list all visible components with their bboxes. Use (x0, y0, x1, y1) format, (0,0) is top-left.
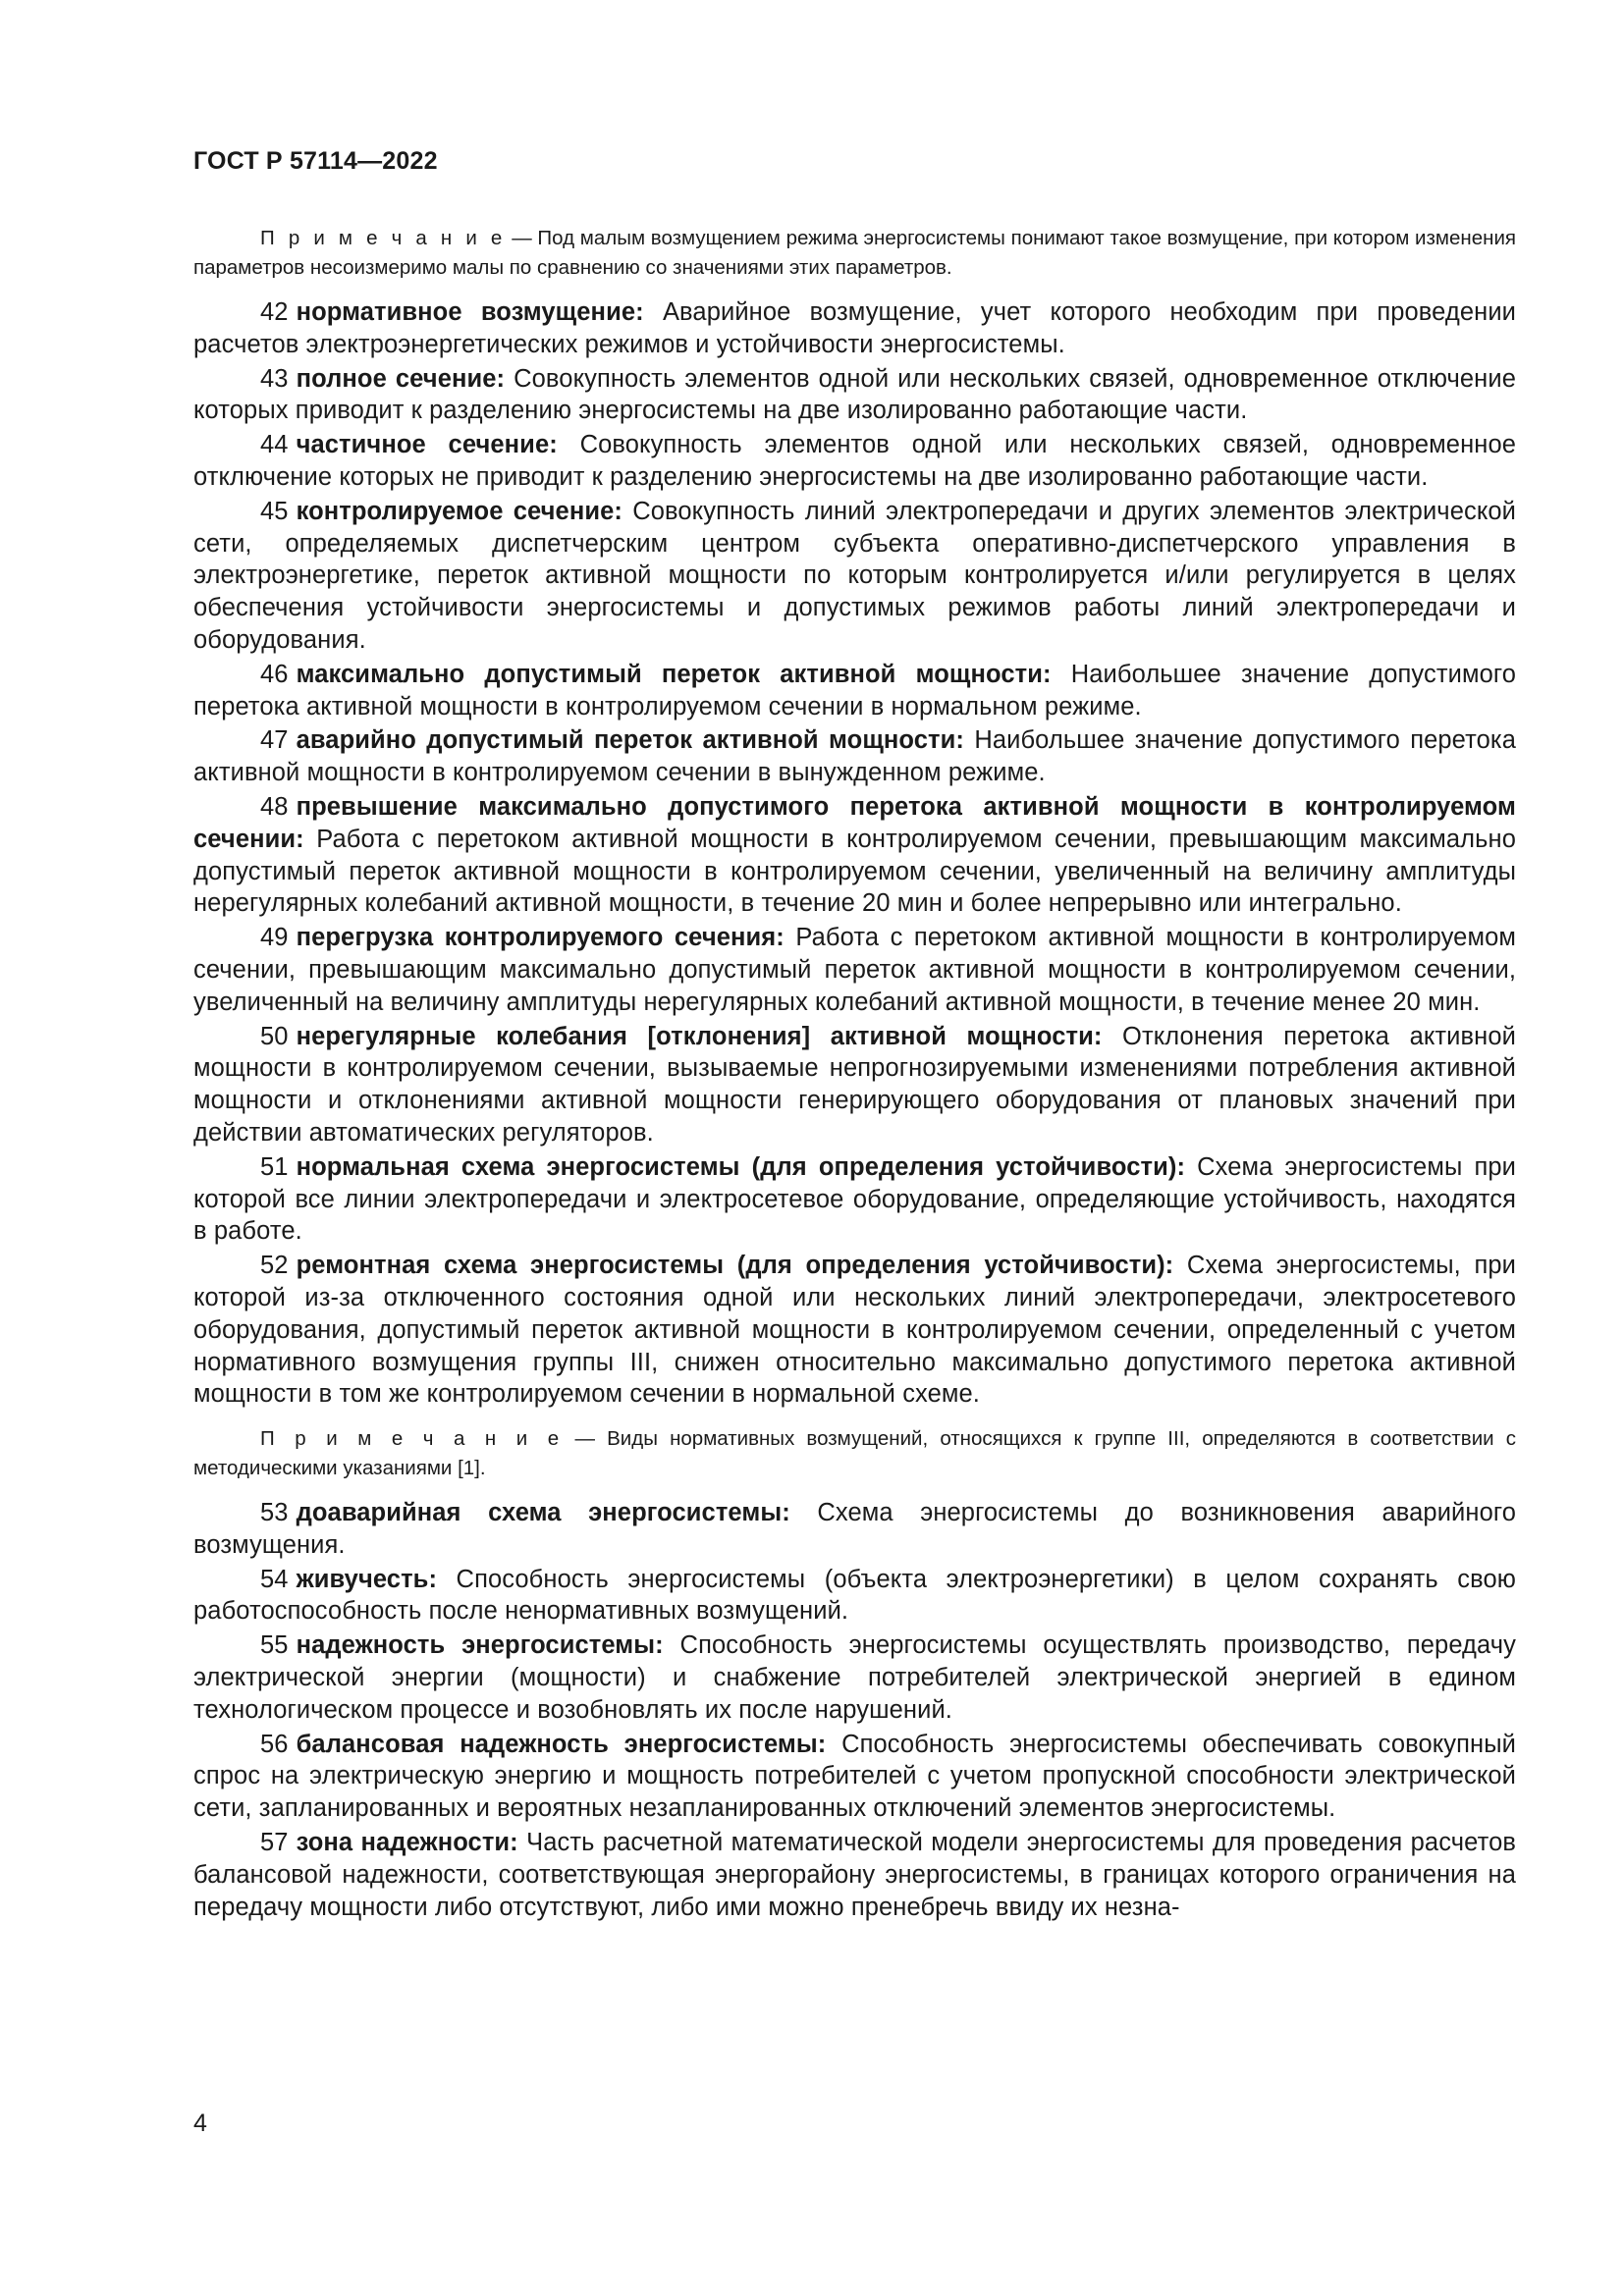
term-definition: Отклонения перетока активной мощности в контролируемом сечении, вызываемые непрогнозируемыми изменениями потребления активной мощности и отклонениями активной мощности генерирующего оборудования от плановых значений при действии автоматических регуляторов. (193, 1022, 1516, 1147)
term-number: 46 (260, 660, 289, 688)
term-name: нормативное возмущение: (296, 298, 644, 326)
term-44 (193, 429, 1516, 494)
term-definition: Совокупность элементов одной или нескольких связей, одновременное отключение которых не приводит к разделению энергосистемы на две изолированно работающие части. (193, 431, 1517, 491)
term-definition: Схема энергосистемы до возникновения аварийного возмущения. (193, 1499, 1516, 1559)
term-number: 48 (260, 792, 289, 821)
note-text: — Виды нормативных возмущений, относящихся к группе III, определяются в соответствии с методическими указаниями [1]. (193, 1427, 1516, 1480)
term-number: 55 (260, 1631, 289, 1660)
term-number: 43 (260, 364, 289, 393)
term-definition: Аварийное возмущение, учет которого необходим при проведении расчетов электроэнергетических режимов и устойчивости энергосистемы. (193, 298, 1517, 358)
term-50 (193, 1021, 1516, 1149)
term-number: 54 (260, 1565, 289, 1593)
term-name: балансовая надежность энергосистемы: (296, 1730, 827, 1758)
term-name: надежность энергосистемы: (296, 1631, 664, 1660)
term-name: максимально допустимый переток активной мощности: (296, 660, 1052, 688)
term-definition: Работа с перетоком активной мощности в контролируемом сечении, превышающим максимально допустимый переток активной мощности в контролируемом сечении, увеличенный на величину амплитуды нерегулярных колебаний активной мощности, в течение 20 мин и более непрерывно или интегрально. (193, 825, 1516, 918)
term-56 (193, 1729, 1516, 1825)
term-42 (193, 296, 1516, 361)
term-51 (193, 1151, 1516, 1248)
term-number: 53 (260, 1499, 289, 1527)
term-name: частичное сечение: (296, 431, 558, 459)
page-number: 4 (193, 2109, 207, 2137)
term-definition: Схема энергосистемы при которой все линии электропередачи и электросетевое оборудование, определяющие устойчивость, находятся в работе. (193, 1152, 1516, 1246)
term-48 (193, 791, 1516, 920)
term-name: полное сечение: (296, 364, 506, 393)
note-text: — Под малым возмущением режима энергосистемы понимают такое возмущение, при котором изменения параметров несоизмеримо малы по сравнению со значениями этих параметров. (193, 227, 1516, 279)
note-paragraph (193, 1424, 1516, 1483)
term-name: зона надежности: (296, 1829, 518, 1857)
term-definition: Совокупность элементов одной или нескольких связей, одновременное отключение которых приводит к разделению энергосистемы на две изолированно работающие части. (193, 364, 1516, 425)
term-number: 45 (260, 497, 289, 525)
term-name: аварийно допустимый переток активной мощности: (296, 726, 965, 755)
term-55 (193, 1629, 1516, 1726)
term-definition: Совокупность линий электропередачи и других элементов электрической сети, определяемых диспетчерским центром субъекта оперативно-диспетчерского управления в электроэнергетике, переток активной мощности по которым контролируется и/или регулируется в целях обеспечения устойчивости энергосистемы и допустимых режимов работы линий электропередачи и оборудования. (193, 497, 1516, 654)
term-definition: Часть расчетной математической модели энергосистемы для проведения расчетов балансовой надежности, соответствующая энергорайону энергосистемы, в границах которого ограничения на передачу мощности либо отсутствуют, либо ими можно пренебречь ввиду их незна- (193, 1829, 1516, 1921)
term-54 (193, 1564, 1516, 1629)
note-label: П р и м е ч а н и е (260, 227, 507, 249)
term-number: 47 (260, 726, 289, 755)
term-number: 57 (260, 1829, 289, 1857)
term-name: перегрузка контролируемого сечения: (296, 924, 785, 952)
term-49 (193, 922, 1516, 1018)
term-number: 56 (260, 1730, 289, 1758)
term-number: 42 (260, 298, 289, 326)
term-name: контролируемое сечение: (296, 497, 623, 525)
term-number: 52 (260, 1252, 289, 1280)
term-number: 44 (260, 431, 289, 459)
term-number: 51 (260, 1152, 289, 1181)
term-number: 50 (260, 1022, 289, 1050)
term-definition: Наибольшее значение допустимого перетока активной мощности в контролируемом сечении в нормальном режиме. (193, 660, 1516, 721)
term-definition: Работа с перетоком активной мощности в контролируемом сечении, превышающим максимально допустимый переток активной мощности в контролируемом сечении, увеличенный на величину амплитуды нерегулярных колебаний активной мощности, в течение менее 20 мин. (193, 924, 1516, 1016)
term-name: живучесть: (296, 1565, 438, 1593)
term-name: нерегулярные колебания [отклонения] активной мощности: (296, 1022, 1103, 1050)
term-number: 49 (260, 924, 289, 952)
document-body (193, 224, 1516, 1925)
term-45 (193, 496, 1516, 657)
term-definition: Способность энергосистемы обеспечивать совокупный спрос на электрическую энергию и мощность потребителей с учетом пропускной способности электрической сети, запланированных и вероятных незапланированных отключений элементов энергосистемы. (193, 1730, 1516, 1823)
term-name: нормальная схема энергосистемы (для определения устойчивости): (296, 1152, 1186, 1181)
term-name: превышение максимально допустимого перетока активной мощности в контролируемом сечении: (193, 792, 1516, 853)
term-name: ремонтная схема энергосистемы (для определения устойчивости): (296, 1252, 1174, 1280)
note-paragraph (193, 224, 1516, 283)
term-definition: Способность энергосистемы (объекта электроэнергетики) в целом сохранять свою работоспособность после ненормативных возмущений. (193, 1565, 1516, 1626)
term-43 (193, 363, 1516, 428)
term-definition: Наибольшее значение допустимого перетока активной мощности в контролируемом сечении в вынужденном режиме. (193, 726, 1516, 787)
term-46 (193, 659, 1516, 723)
note-label: П р и м е ч а н и е (260, 1427, 564, 1451)
term-definition: Способность энергосистемы осуществлять производство, передачу электрической энергии (мощности) и снабжение потребителей электрической энергией в едином технологическом процессе и возобновлять их после нарушений. (193, 1631, 1516, 1724)
document-header: ГОСТ Р 57114—2022 (193, 147, 438, 175)
term-definition: Схема энергосистемы, при которой из-за отключенного состояния одной или нескольких линий электропередачи, электросетевого оборудования, допустимый переток активной мощности в контролируемом сечении, определенный с учетом нормативного возмущения группы III, снижен относительно максимально допустимого перетока активной мощности в том же контролируемом сечении в нормальной схеме. (193, 1252, 1516, 1409)
term-52 (193, 1250, 1516, 1411)
term-47 (193, 724, 1516, 789)
term-53 (193, 1497, 1516, 1562)
term-57 (193, 1827, 1516, 1923)
term-name: доаварийная схема энергосистемы: (296, 1499, 790, 1527)
